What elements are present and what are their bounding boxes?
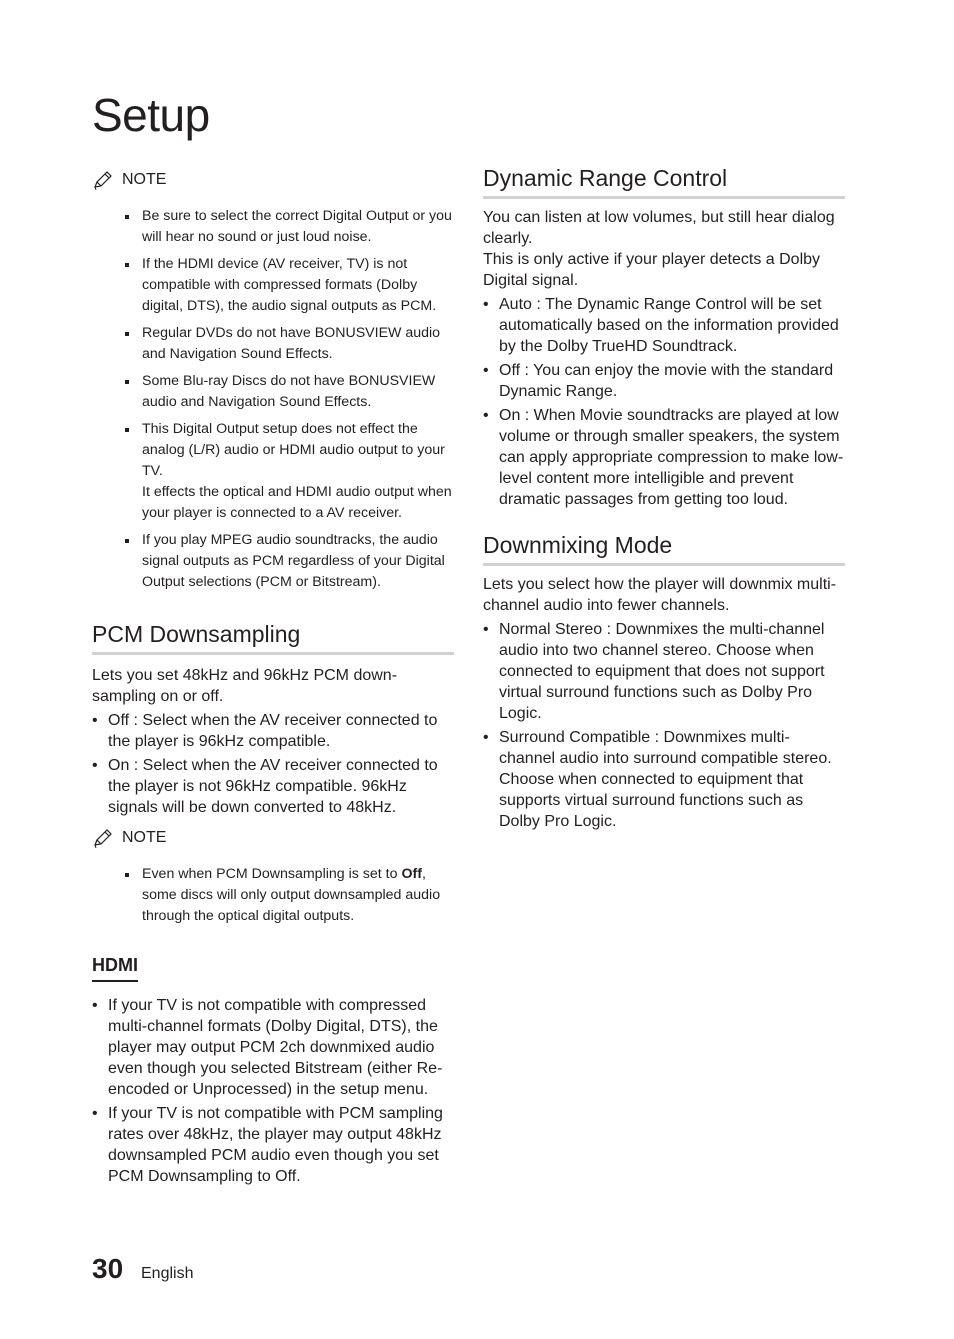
left-column — [92, 168, 454, 1187]
note-item-text: Even when PCM Downsampling is set to — [142, 866, 402, 882]
right-column — [483, 165, 845, 832]
section-title-downmixing-mode: Downmixing Mode — [483, 532, 845, 566]
option-text: : Select when the AV receiver connected to the player is not 96kHz compatible. 96kHz signals will be down converted to 48kHz. — [108, 757, 438, 816]
note-item-strong: Off — [401, 866, 422, 882]
section-title-dynamic-range-control: Dynamic Range Control — [483, 165, 845, 199]
pcm-options — [92, 710, 454, 818]
note-heading — [92, 168, 454, 192]
note-item — [122, 419, 454, 524]
page-number: 30 — [92, 1253, 124, 1284]
option-term: On — [499, 407, 521, 424]
list-item — [483, 619, 845, 724]
note-label: NOTE — [122, 829, 167, 846]
note-item: If you play MPEG audio soundtracks, the audio signal outputs as PCM regardless of your Digital Output selections (PCM or Bitstream). — [122, 530, 454, 593]
option-term: Auto — [499, 296, 532, 313]
section-title-pcm-downsampling: PCM Downsampling — [92, 621, 454, 655]
note-heading — [92, 826, 454, 850]
note-item: If the HDMI device (AV receiver, TV) is not compatible with compressed formats (Dolby digital, DTS), the audio signal outputs as PCM. — [122, 254, 454, 317]
option-text: : Downmixes multi-channel audio into surround compatible stereo. Choose when connected to equipment that supports virtual surround functions such as Dolby Pro Logic. — [499, 729, 832, 830]
note-list — [92, 206, 454, 593]
downmix-options — [483, 619, 845, 832]
option-text: : Select when the AV receiver connected to the player is 96kHz compatible. — [108, 712, 438, 750]
note-label: NOTE — [122, 171, 167, 188]
hdmi-list — [92, 995, 454, 1187]
drc-intro: You can listen at low volumes, but still hear dialog clearly. — [483, 209, 835, 247]
note-item: Regular DVDs do not have BONUSVIEW audio and Navigation Sound Effects. — [122, 323, 454, 365]
list-item — [483, 405, 845, 510]
option-term: Surround Compatible — [499, 729, 651, 746]
list-item — [92, 1103, 454, 1187]
note-item-text: It effects the optical and HDMI audio output when your player is connected to a AV receiver. — [142, 484, 452, 521]
list-item: • If your TV is not compatible with compressed multi-channel formats (Dolby Digital, DTS), the player may output PCM 2ch downmixed audio even though you selected Bitstream (either Re-encoded or Unprocessed) in the setup menu. — [92, 995, 454, 1100]
list-item — [483, 727, 845, 832]
option-text: : The Dynamic Range Control will be set automatically based on the information provided by the Dolby TrueHD Soundtrack. — [499, 296, 839, 355]
note-item — [122, 864, 454, 927]
list-item — [92, 710, 454, 752]
drc-intro: This is only active if your player detects a Dolby Digital signal. — [483, 251, 821, 289]
note-item: Some Blu-ray Discs do not have BONUSVIEW audio and Navigation Sound Effects. — [122, 371, 454, 413]
list-item-strong: Off — [275, 1168, 297, 1185]
pencil-icon — [92, 827, 114, 849]
list-item-text: If your TV is not compatible with PCM sampling rates over 48kHz, the player may output 48kHz downsampled PCM audio even though you set PCM Downsampling to — [108, 1105, 443, 1185]
drc-options — [483, 294, 845, 510]
option-term: On — [108, 757, 130, 774]
pcm-intro: Lets you set 48kHz and 96kHz PCM down-sampling on or off. — [92, 667, 398, 705]
note-item-text: This Digital Output setup does not effect the analog (L/R) audio or HDMI audio output to your TV. — [142, 421, 445, 479]
list-item — [483, 360, 845, 402]
option-text: : When Movie soundtracks are played at low volume or through smaller speakers, the system can apply appropriate compression to make low-level content more intelligible and prevent dramatic passages from getting too loud. — [499, 407, 844, 508]
option-term: Normal Stereo — [499, 621, 603, 638]
downmix-intro: Lets you select how the player will downmix multi-channel audio into fewer channels. — [483, 576, 837, 614]
list-item — [92, 755, 454, 818]
option-text: : You can enjoy the movie with the standard Dynamic Range. — [499, 362, 834, 400]
list-item-text: . — [296, 1168, 301, 1185]
note-list — [92, 864, 454, 927]
option-term: Off — [499, 362, 521, 379]
note-item: Be sure to select the correct Digital Output or you will hear no sound or just loud noise. — [122, 206, 454, 248]
footer-language: English — [141, 1265, 194, 1282]
page-title: Setup — [92, 89, 210, 141]
section-title-hdmi: HDMI — [92, 955, 138, 982]
pencil-icon — [92, 169, 114, 191]
list-item — [483, 294, 845, 357]
note-item-text: , some discs will only output downsampled audio through the optical digital outputs. — [142, 866, 441, 924]
option-term: Off — [108, 712, 130, 729]
option-text: : Downmixes the multi-channel audio into two channel stereo. Choose when connected to equipment that does not support virtual surround functions such as Dolby Pro Logic. — [499, 621, 825, 722]
